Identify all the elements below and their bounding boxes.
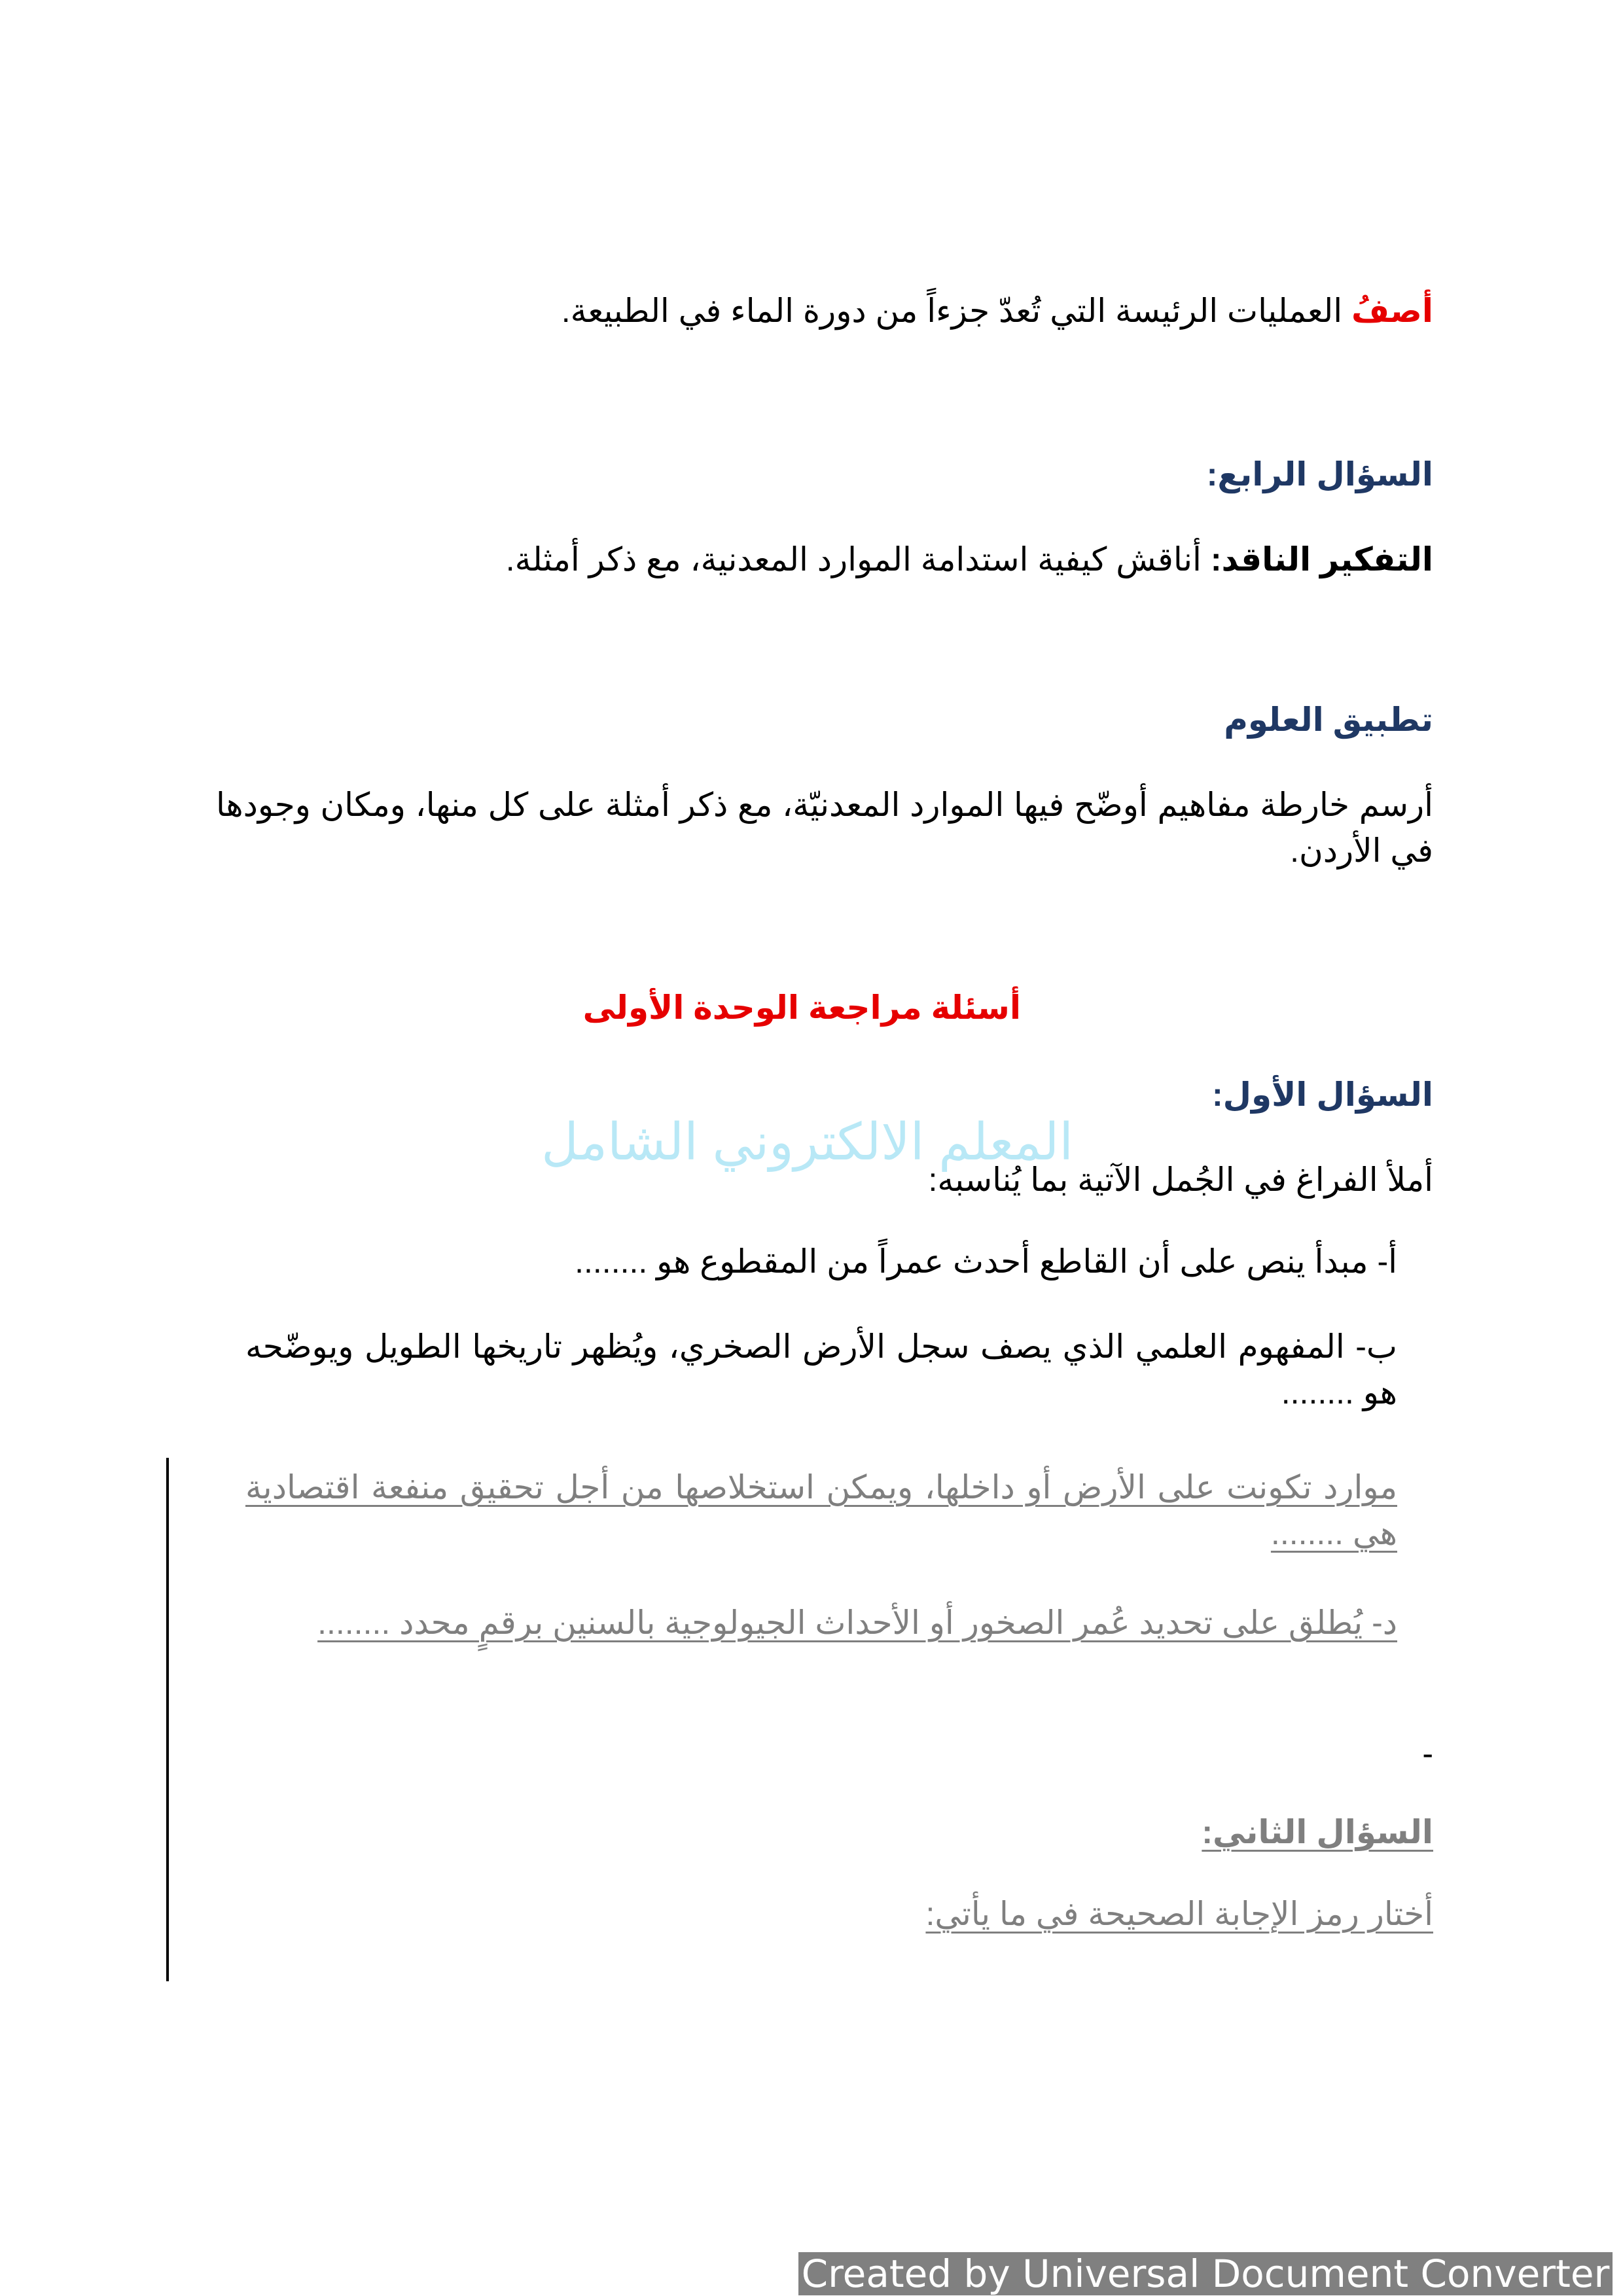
critical-thinking-text: أناقش كيفية استدامة الموارد المعدنية، مع ذكر أمثلة. <box>505 541 1211 578</box>
watermark-text: المعلم الالكتروني الشامل <box>541 1113 1073 1171</box>
critical-thinking-line <box>506 537 1433 582</box>
science-apply-heading: تطبيق العلوم <box>1224 701 1433 738</box>
fill-item-b: ب- المفهوم العلمي الذي يصف سجل الأرض الصخري، ويُظهر تاريخها الطويل ويوضّحه هو ........ <box>245 1328 1397 1411</box>
fill-item-d: د- يُطلق على تحديد عُمر الصخور أو الأحداث الجيولوجية بالسنين برقمٍ محدد ........ <box>317 1604 1397 1641</box>
q2-heading: السؤال الثاني: <box>1202 1814 1433 1850</box>
fill-item-c: موارد تكونت على الأرض أو داخلها، ويمكن استخلاصها من أجل تحقيق منفعة اقتصادية هي ........ <box>245 1469 1397 1551</box>
q1-heading: السؤال الأول: <box>1211 1076 1433 1113</box>
review-title: أسئلة مراجعة الوحدة الأولى <box>582 989 1021 1026</box>
q2-instruction: أختار رمز الإجابة الصحيحة في ما يأتي: <box>925 1896 1433 1932</box>
science-apply-text: أرسم خارطة مفاهيم أوضّح فيها الموارد المعدنيّة، مع ذكر أمثلة على كل منها، ومكان وجودها في الأردن. <box>216 786 1433 869</box>
q3-describe-line <box>562 288 1433 334</box>
converter-footer: Created by Universal Document Converter <box>798 2252 1613 2295</box>
dash-mark: - <box>1422 1735 1433 1772</box>
fill-item-a: أ- مبدأ ينص على أن القاطع أحدث عمراً من المقطوع هو ........ <box>575 1243 1397 1280</box>
critical-thinking-label: التفكير الناقد: <box>1210 541 1433 578</box>
describe-text: العمليات الرئيسة التي تُعدّ جزءاً من دورة الماء في الطبيعة. <box>561 292 1351 329</box>
q1-instruction: أملأ الفراغ في الجُمل الآتية بما يُناسبه: <box>928 1161 1433 1198</box>
describe-verb: أصفُ <box>1351 292 1433 329</box>
change-bar <box>166 1458 169 1981</box>
q4-heading: السؤال الرابع: <box>1206 456 1433 493</box>
